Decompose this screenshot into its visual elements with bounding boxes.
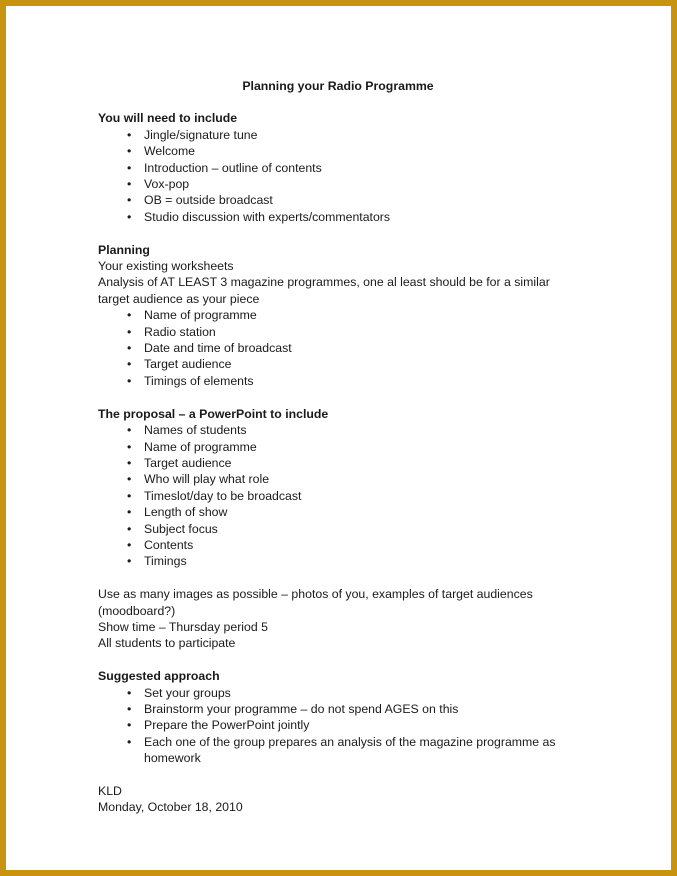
section-spacer xyxy=(98,570,584,586)
document-date: Monday, October 18, 2010 xyxy=(98,800,243,815)
section-heading: Planning xyxy=(98,242,150,257)
list-item: • Names of students xyxy=(98,422,584,438)
section-suggested-approach xyxy=(98,668,584,766)
paragraph: Analysis of AT LEAST 3 magazine programmes, one al least should be for a similar target audience as your piece xyxy=(98,275,550,306)
section-spacer xyxy=(98,767,584,783)
section-spacer xyxy=(98,389,584,405)
signature-block xyxy=(98,783,584,816)
page-title: Planning your Radio Programme xyxy=(242,79,434,93)
section-the-proposal xyxy=(98,406,584,570)
list-item: • Introduction – outline of contents xyxy=(98,160,584,176)
bullet-list xyxy=(98,685,584,767)
bullet-list xyxy=(98,127,584,225)
paragraph: Show time – Thursday period 5 xyxy=(98,619,268,634)
section-heading: You will need to include xyxy=(98,111,238,126)
section-spacer xyxy=(98,652,584,668)
section-heading: Suggested approach xyxy=(98,669,220,684)
bullet-list xyxy=(98,422,584,570)
list-item: • Who will play what role xyxy=(98,471,584,487)
list-item: • Timings xyxy=(98,553,584,569)
list-item: • Studio discussion with experts/commentators xyxy=(98,209,584,225)
list-item: • Timings of elements xyxy=(98,373,584,389)
section-you-will-need-to-include xyxy=(98,110,584,225)
list-item: • Set your groups xyxy=(98,685,584,701)
section-heading: The proposal – a PowerPoint to include xyxy=(98,406,329,421)
paragraph: Your existing worksheets xyxy=(98,259,234,274)
section-planning xyxy=(98,242,584,390)
list-item: • Brainstorm your programme – do not spend AGES on this xyxy=(98,701,584,717)
list-item: • Subject focus xyxy=(98,521,584,537)
list-item: • Target audience xyxy=(98,455,584,471)
bullet-list xyxy=(98,307,584,389)
list-item: • Prepare the PowerPoint jointly xyxy=(98,717,584,733)
list-item: • OB = outside broadcast xyxy=(98,192,584,208)
list-item: • Target audience xyxy=(98,356,584,372)
list-item: • Name of programme xyxy=(98,439,584,455)
document-body xyxy=(98,78,584,816)
list-item: • Jingle/signature tune xyxy=(98,127,584,143)
notes-block xyxy=(98,586,584,652)
list-item: • Radio station xyxy=(98,324,584,340)
list-item: • Vox-pop xyxy=(98,176,584,192)
list-item: • Welcome xyxy=(98,143,584,159)
list-item: • Date and time of broadcast xyxy=(98,340,584,356)
list-item: • Contents xyxy=(98,537,584,553)
list-item: • Name of programme xyxy=(98,307,584,323)
list-item: • Each one of the group prepares an analysis of the magazine programme as homework xyxy=(98,734,584,767)
paragraph: All students to participate xyxy=(98,636,236,651)
paragraph: Use as many images as possible – photos of you, examples of target audiences (moodboard?) xyxy=(98,587,533,618)
list-item: • Timeslot/day to be broadcast xyxy=(98,488,584,504)
list-item: • Length of show xyxy=(98,504,584,520)
section-spacer xyxy=(98,225,584,241)
author-initials: KLD xyxy=(98,783,122,798)
